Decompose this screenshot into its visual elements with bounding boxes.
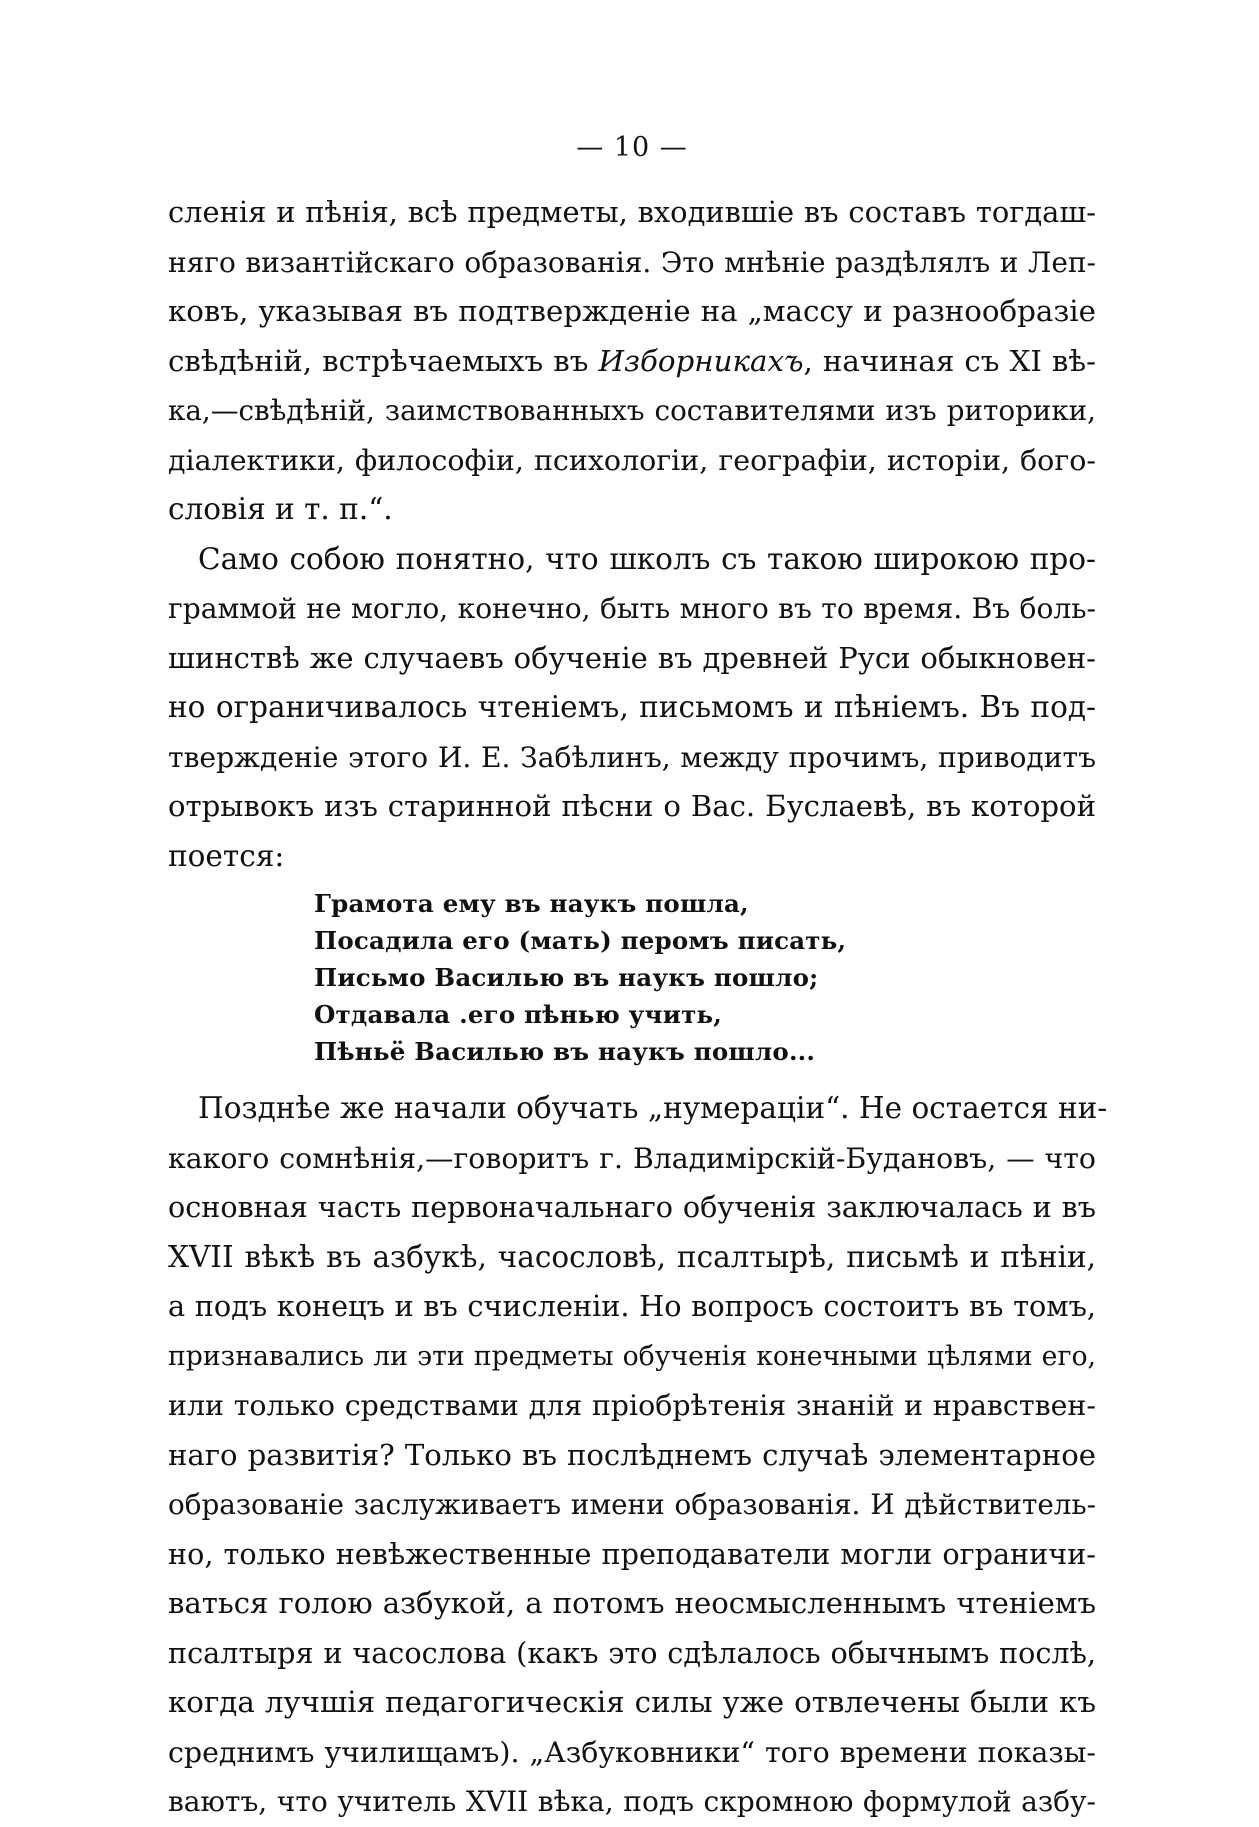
text-line: ваться голою азбукой, а потомъ неосмысленнымъ чтеніемъ <box>168 1586 1096 1620</box>
verse-line: Пѣньё Василью въ наукъ пошло... <box>314 1037 816 1066</box>
paragraph-3 <box>168 1084 1108 1827</box>
text-line: граммой не могло, конечно, быть много въ то время. Въ боль- <box>168 592 1096 625</box>
text-line: но ограничивалось чтеніемъ, письмомъ и пѣніемъ. Въ под- <box>168 690 1096 724</box>
text-line <box>168 337 1096 387</box>
text-line: діалектики, философіи, психологіи, географіи, исторіи, бого- <box>168 443 1096 477</box>
text-line: какого сомнѣнія,—говоритъ г. Владимірскій-Будановъ, — что <box>168 1141 1096 1175</box>
text-line: среднимъ училищамъ). „Азбуковники“ того времени показы- <box>168 1735 1096 1769</box>
verse-quotation <box>314 885 1096 1070</box>
text-line: сленія и пѣнія, всѣ предметы, входившіе въ составъ тогдаш- <box>168 195 1096 229</box>
text-line: наго развитія? Только въ послѣднемъ случаѣ элементарное <box>168 1437 1096 1472</box>
text-line: твержденіе этого И. Е. Забѣлинъ, между прочимъ, приводитъ <box>168 740 1096 774</box>
text-line: Позднѣе же начали обучать „нумераціи“. Не остается ни- <box>198 1091 1108 1125</box>
text-line: поется: <box>168 838 285 873</box>
paragraph-2 <box>168 535 1096 882</box>
book-page <box>168 128 1108 1827</box>
text-line: шинствѣ же случаевъ обученіе въ древней Руси обыкновен- <box>168 640 1096 675</box>
text-line: XVII вѣкѣ въ азбукѣ, часословѣ, псалтырѣ, письмѣ и пѣніи, <box>168 1239 1096 1274</box>
text-line: образованіе заслуживаетъ имени образованія. И дѣйствитель- <box>168 1488 1096 1521</box>
verse-line: Письмо Василью въ наукъ пошло; <box>314 963 819 992</box>
italic-title-izborniki: Изборникахъ <box>598 343 804 378</box>
text-fragment: свѣдѣній, встрѣчаемыхъ въ <box>168 343 599 378</box>
text-line: отрывокъ изъ старинной пѣсни о Вас. Буслаевѣ, въ которой <box>168 789 1096 823</box>
text-line: ка,—свѣдѣній, заимствованныхъ составителями изъ риторики, <box>168 394 1096 427</box>
text-line: псалтыря и часослова (какъ это сдѣлалось обычнымъ послѣ, <box>168 1635 1096 1670</box>
text-line: когда лучшія педагогическія силы уже отвлечены были къ <box>168 1685 1096 1719</box>
text-line: словія и т. п.“. <box>168 492 393 526</box>
text-line: признавались ли эти предметы обученія конечными цѣлями его, <box>168 1340 1096 1372</box>
text-line: ваютъ, что учитель XVII вѣка, подъ скромною формулой азбу- <box>168 1785 1096 1818</box>
text-line: основная часть первоначальнаго обученія заключалась и въ <box>168 1190 1096 1224</box>
text-line: или только средствами для пріобрѣтенія знаній и нравствен- <box>168 1389 1096 1422</box>
verse-line: Посадила его (мать) перомъ писать, <box>314 926 847 955</box>
text-line: няго византійскаго образованія. Это мнѣніе раздѣлялъ и Леп- <box>168 245 1096 279</box>
text-line: Само собою понятно, что школъ съ такою широкою про- <box>198 541 1096 576</box>
page-number: — 10 — <box>576 132 688 163</box>
verse-line: Грамота ему въ наукъ пошла, <box>314 889 749 918</box>
text-fragment: , начиная съ XI вѣ- <box>803 343 1097 378</box>
text-line: но, только невѣжественные преподаватели могли ограничи- <box>168 1536 1096 1571</box>
text-line: ковъ, указывая въ подтвержденіе на „массу и разнообразіе <box>168 294 1096 328</box>
verse-line: Отдавала .его пѣнью учить, <box>314 1000 723 1029</box>
text-line: а подъ конецъ и въ счисленіи. Но вопросъ состоитъ въ томъ, <box>168 1289 1096 1323</box>
paragraph-1 <box>168 188 1096 535</box>
